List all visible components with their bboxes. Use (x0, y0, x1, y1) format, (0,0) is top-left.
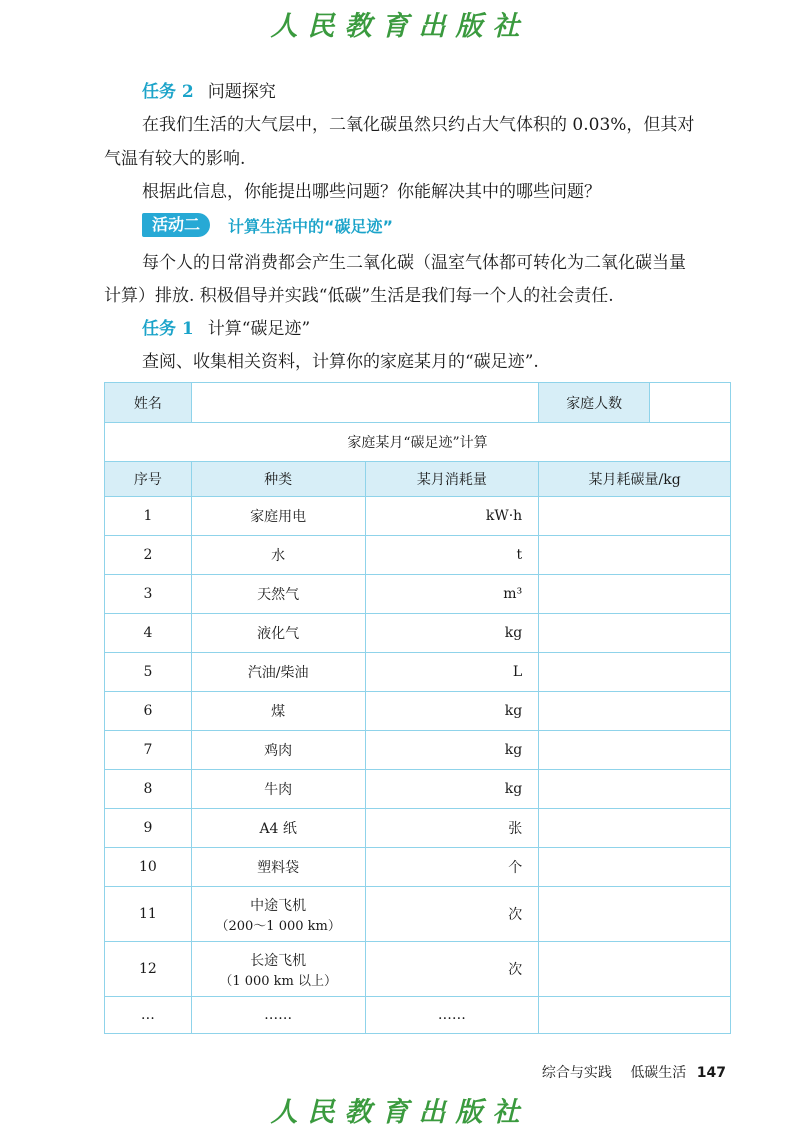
row-unit[interactable]: kg (365, 614, 539, 653)
task1-label: 任务 1 (142, 319, 194, 339)
row-no: … (105, 997, 192, 1034)
page-number: 147 (696, 1065, 726, 1081)
task1-heading (142, 317, 742, 341)
row-carbon-cell[interactable] (539, 536, 731, 575)
row-kind: 鸡肉 (191, 731, 365, 770)
table-row (105, 887, 731, 942)
table-row (105, 997, 731, 1034)
table-header-row (105, 462, 731, 497)
row-kind (191, 942, 365, 997)
publisher-logo-top: 人民教育出版社 (270, 11, 530, 42)
table-caption-row (105, 423, 731, 462)
table-row (105, 809, 731, 848)
row-carbon-cell[interactable] (539, 848, 731, 887)
task1-para: 查阅、收集相关资料，计算你的家庭某月的“碳足迹”. (142, 352, 539, 372)
row-kind: 家庭用电 (191, 497, 365, 536)
task2-title: 问题探究 (207, 82, 276, 102)
row-no: 10 (105, 848, 192, 887)
row-kind: 牛肉 (191, 770, 365, 809)
activity2-heading (142, 212, 393, 238)
table-row (105, 653, 731, 692)
table-row (105, 614, 731, 653)
row-no: 2 (105, 536, 192, 575)
row-unit[interactable]: 次 (365, 887, 539, 942)
task2-heading (142, 80, 742, 104)
row-kind-range: （200～1 000 km） (215, 918, 341, 934)
row-unit: …… (365, 997, 539, 1034)
row-unit[interactable]: 次 (365, 942, 539, 997)
row-kind: 水 (191, 536, 365, 575)
row-no: 7 (105, 731, 192, 770)
row-kind-main: 中途飞机 (250, 897, 307, 914)
col-header-no: 序号 (105, 462, 192, 497)
row-kind (191, 887, 365, 942)
col-header-consumption: 某月消耗量 (365, 462, 539, 497)
family-cell (539, 383, 731, 423)
row-carbon-cell[interactable] (539, 653, 731, 692)
row-no: 1 (105, 497, 192, 536)
row-no: 6 (105, 692, 192, 731)
row-carbon-cell[interactable] (539, 997, 731, 1034)
task1-title: 计算“碳足迹” (207, 319, 311, 339)
task2-label: 任务 2 (142, 82, 194, 102)
row-unit[interactable]: L (365, 653, 539, 692)
row-carbon-cell[interactable] (539, 942, 731, 997)
table-row (105, 770, 731, 809)
row-carbon-cell[interactable] (539, 731, 731, 770)
row-unit[interactable]: kg (365, 692, 539, 731)
row-kind: 天然气 (191, 575, 365, 614)
page-footer (542, 1062, 726, 1082)
task2-para1-line1: 在我们生活的大气层中，二氧化碳虽然只约占大气体积的 0.03%，但其对 (142, 115, 695, 135)
footer-chapter: 低碳生活 (630, 1065, 687, 1081)
carbon-footprint-table (104, 382, 731, 1034)
table-row (105, 692, 731, 731)
row-unit[interactable]: 个 (365, 848, 539, 887)
col-header-kind: 种类 (191, 462, 365, 497)
row-kind: …… (191, 997, 365, 1034)
row-kind: 塑料袋 (191, 848, 365, 887)
table-row (105, 536, 731, 575)
row-carbon-cell[interactable] (539, 887, 731, 942)
row-unit[interactable]: m³ (365, 575, 539, 614)
family-label: 家庭人数 (539, 383, 650, 422)
row-unit[interactable]: kg (365, 731, 539, 770)
row-carbon-cell[interactable] (539, 809, 731, 848)
table-row (105, 848, 731, 887)
row-unit[interactable]: t (365, 536, 539, 575)
row-unit[interactable]: kg (365, 770, 539, 809)
table-row (105, 497, 731, 536)
row-no: 12 (105, 942, 192, 997)
row-carbon-cell[interactable] (539, 575, 731, 614)
activity2-badge: 活动二 (142, 213, 210, 237)
footer-section: 综合与实践 (541, 1065, 612, 1081)
activity2-title: 计算生活中的“碳足迹” (228, 216, 394, 236)
family-field[interactable] (650, 383, 730, 422)
row-carbon-cell[interactable] (539, 497, 731, 536)
row-kind: 液化气 (191, 614, 365, 653)
task2-para1-line2: 气温有较大的影响. (104, 149, 246, 169)
row-unit[interactable]: 张 (365, 809, 539, 848)
name-label: 姓名 (105, 383, 192, 423)
row-kind: 汽油/柴油 (191, 653, 365, 692)
row-no: 8 (105, 770, 192, 809)
row-no: 4 (105, 614, 192, 653)
task2-para2: 根据此信息，你能提出哪些问题？你能解决其中的哪些问题？ (142, 182, 601, 202)
row-kind: A4 纸 (191, 809, 365, 848)
row-no: 11 (105, 887, 192, 942)
activity2-para-line2: 计算）排放. 积极倡导并实践“低碳”生活是我们每一个人的社会责任. (104, 286, 614, 306)
row-unit[interactable]: kW·h (365, 497, 539, 536)
name-field[interactable] (191, 383, 538, 423)
row-carbon-cell[interactable] (539, 614, 731, 653)
col-header-carbon: 某月耗碳量/kg (539, 462, 731, 497)
row-no: 3 (105, 575, 192, 614)
table-row (105, 575, 731, 614)
row-no: 5 (105, 653, 192, 692)
table-row (105, 731, 731, 770)
table-info-row (105, 383, 731, 423)
row-kind-main: 长途飞机 (250, 952, 307, 969)
row-carbon-cell[interactable] (539, 770, 731, 809)
publisher-logo-bottom: 人民教育出版社 (270, 1097, 530, 1128)
row-no: 9 (105, 809, 192, 848)
table-row (105, 942, 731, 997)
row-carbon-cell[interactable] (539, 692, 731, 731)
table-caption: 家庭某月“碳足迹”计算 (105, 423, 731, 462)
row-kind: 煤 (191, 692, 365, 731)
row-kind-range: （1 000 km 以上） (219, 973, 338, 989)
activity2-para-line1: 每个人的日常消费都会产生二氧化碳（温室气体都可转化为二氧化碳当量 (142, 253, 686, 273)
